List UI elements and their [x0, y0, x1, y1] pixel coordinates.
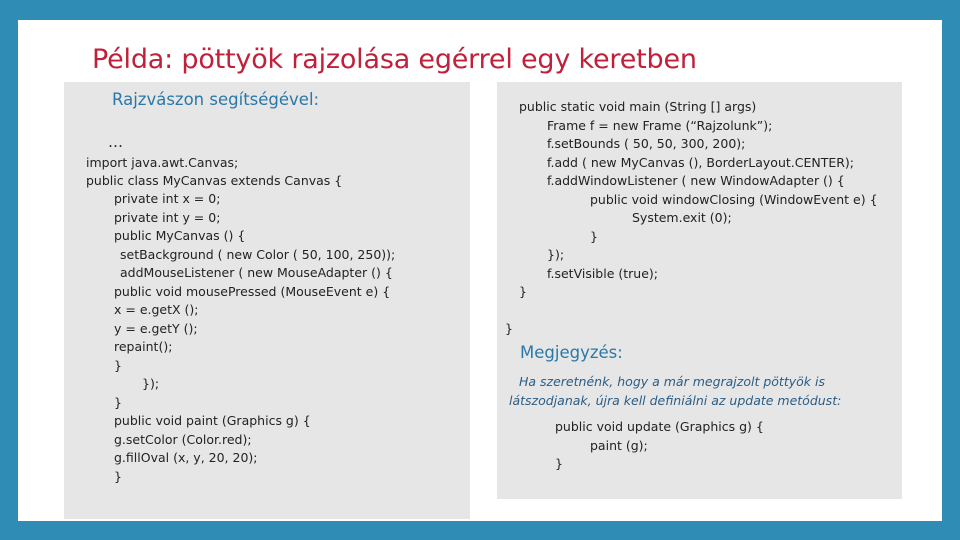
code-line: f.setVisible (true);: [547, 266, 658, 281]
code-line: public void update (Graphics g) {: [555, 419, 764, 434]
code-line: public class MyCanvas extends Canvas {: [86, 173, 343, 188]
code-line: public MyCanvas () {: [114, 228, 246, 243]
note-line: látszodjanak, újra kell definiálni az update metódust:: [509, 393, 842, 408]
code-line: private int x = 0;: [114, 191, 221, 206]
code-line: x = e.getX ();: [114, 302, 199, 317]
code-line: }: [114, 469, 122, 484]
code-line: paint (g);: [590, 438, 648, 453]
code-line: Frame f = new Frame (“Rajzolunk”);: [547, 118, 773, 133]
code-line: });: [142, 376, 160, 391]
code-line: public void mousePressed (MouseEvent e) {: [114, 284, 391, 299]
code-line: }: [590, 229, 598, 244]
note-heading: Megjegyzés:: [520, 343, 623, 362]
code-line: public static void main (String [] args): [519, 99, 757, 114]
ellipsis: …: [108, 133, 123, 151]
code-line: }: [555, 456, 563, 471]
canvas-subtitle: Rajzvászon segítségével:: [112, 90, 320, 109]
code-line: }: [519, 284, 527, 299]
code-line: y = e.getY ();: [114, 321, 198, 336]
slide: [18, 20, 942, 521]
code-line: g.fillOval (x, y, 20, 20);: [114, 450, 258, 465]
note-line: Ha szeretnénk, hogy a már megrajzolt pöttyök is: [519, 374, 825, 389]
code-line: private int y = 0;: [114, 210, 221, 225]
code-line: g.setColor (Color.red);: [114, 432, 252, 447]
code-line: f.add ( new MyCanvas (), BorderLayout.CENTER);: [547, 155, 855, 170]
code-line: repaint();: [114, 339, 173, 354]
code-line: }: [114, 395, 122, 410]
code-line: System.exit (0);: [632, 210, 732, 225]
code-line: });: [547, 247, 565, 262]
code-line: }: [505, 321, 513, 336]
code-line: public void windowClosing (WindowEvent e) {: [590, 192, 878, 207]
code-line: }: [114, 358, 122, 373]
code-line: addMouseListener ( new MouseAdapter () {: [120, 265, 393, 280]
code-line: f.addWindowListener ( new WindowAdapter () {: [547, 173, 845, 188]
code-line: setBackground ( new Color ( 50, 100, 250));: [120, 247, 396, 262]
slide-title: Példa: pöttyök rajzolása egérrel egy keretben: [92, 44, 697, 75]
code-line: import java.awt.Canvas;: [86, 155, 239, 170]
code-line: f.setBounds ( 50, 50, 300, 200);: [547, 136, 746, 151]
code-line: public void paint (Graphics g) {: [114, 413, 311, 428]
